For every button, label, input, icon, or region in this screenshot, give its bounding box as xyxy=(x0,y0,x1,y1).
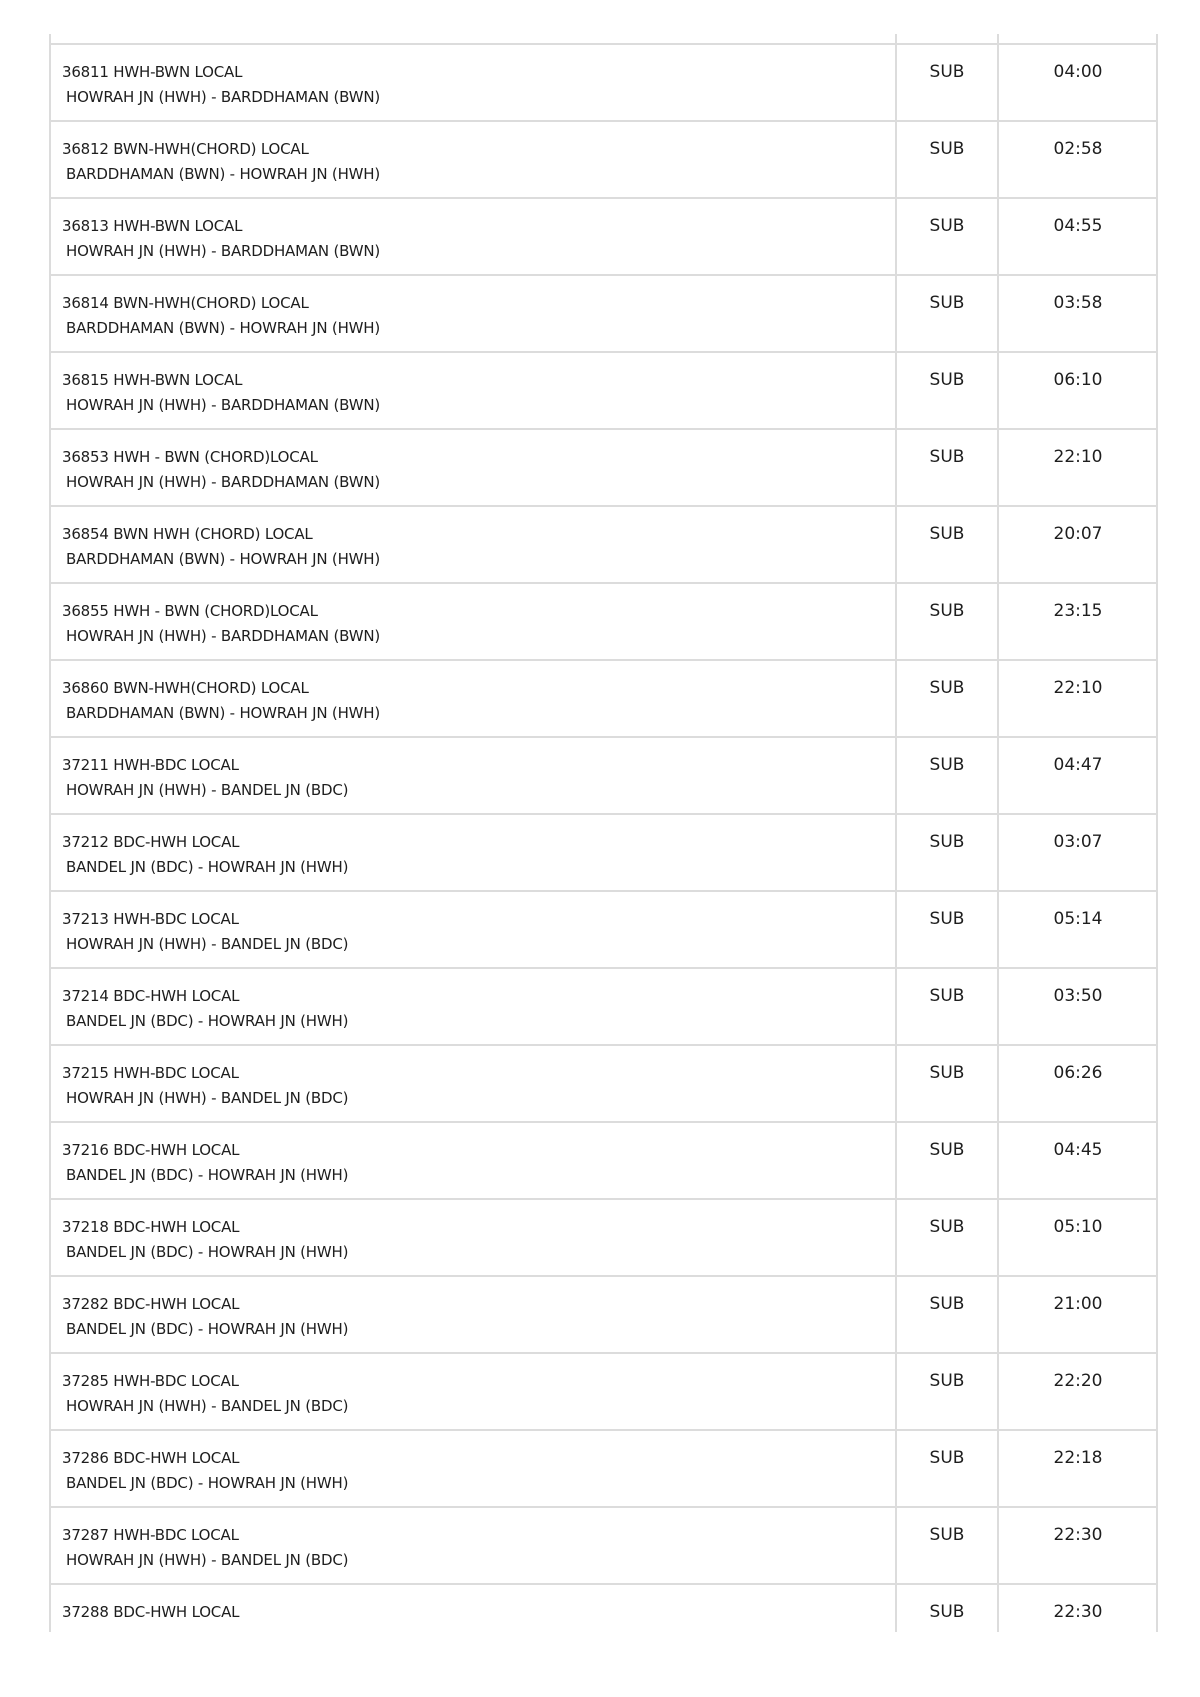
time-cell xyxy=(998,354,1158,431)
train-name: 36860 BWN-HWH(CHORD) LOCAL xyxy=(62,679,309,697)
table-row xyxy=(49,970,1158,1047)
train-route: HOWRAH JN (HWH) - BARDDHAMAN (BWN) xyxy=(66,396,381,414)
type-cell xyxy=(896,816,998,893)
train-type: SUB xyxy=(929,216,965,236)
type-cell xyxy=(896,200,998,277)
time-cell xyxy=(998,1201,1158,1278)
table-row xyxy=(49,123,1158,200)
train-type: SUB xyxy=(929,139,965,159)
departure-time: 05:10 xyxy=(1053,1217,1103,1237)
type-cell xyxy=(896,739,998,816)
train-name: 37212 BDC-HWH LOCAL xyxy=(62,833,240,851)
table-row xyxy=(49,585,1158,662)
train-type: SUB xyxy=(929,1217,965,1237)
time-cell xyxy=(998,816,1158,893)
type-cell xyxy=(896,1355,998,1432)
time-cell xyxy=(998,1509,1158,1586)
departure-time: 22:30 xyxy=(1053,1602,1103,1622)
train-name: 36813 HWH-BWN LOCAL xyxy=(62,217,243,235)
train-name: 37282 BDC-HWH LOCAL xyxy=(62,1295,240,1313)
type-cell xyxy=(896,508,998,585)
train-type: SUB xyxy=(929,293,965,313)
table-row xyxy=(49,1201,1158,1278)
train-route: HOWRAH JN (HWH) - BARDDHAMAN (BWN) xyxy=(66,88,381,106)
departure-time: 20:07 xyxy=(1053,524,1103,544)
time-cell xyxy=(998,585,1158,662)
train-type: SUB xyxy=(929,1602,965,1622)
type-cell xyxy=(896,277,998,354)
train-name: 37216 BDC-HWH LOCAL xyxy=(62,1141,240,1159)
time-cell xyxy=(998,893,1158,970)
departure-time: 04:47 xyxy=(1053,755,1103,775)
train-route: BANDEL JN (BDC) - HOWRAH JN (HWH) xyxy=(66,1243,349,1261)
time-cell xyxy=(998,1047,1158,1124)
table-row xyxy=(49,1586,1158,1632)
train-route: HOWRAH JN (HWH) - BANDEL JN (BDC) xyxy=(66,935,349,953)
time-cell xyxy=(998,46,1158,123)
row-divider xyxy=(49,43,1158,45)
time-cell xyxy=(998,1586,1158,1632)
train-cell xyxy=(49,508,896,585)
departure-time: 06:10 xyxy=(1053,370,1103,390)
table-row xyxy=(49,1432,1158,1509)
train-route: BARDDHAMAN (BWN) - HOWRAH JN (HWH) xyxy=(66,319,381,337)
departure-time: 23:15 xyxy=(1053,601,1103,621)
departure-time: 04:45 xyxy=(1053,1140,1103,1160)
departure-time: 04:00 xyxy=(1053,62,1103,82)
train-type: SUB xyxy=(929,1063,965,1083)
train-cell xyxy=(49,1432,896,1509)
train-name: 37213 HWH-BDC LOCAL xyxy=(62,910,239,928)
train-cell xyxy=(49,739,896,816)
type-cell xyxy=(896,1278,998,1355)
train-name: 37211 HWH-BDC LOCAL xyxy=(62,756,239,774)
time-cell xyxy=(998,1355,1158,1432)
train-cell xyxy=(49,431,896,508)
train-cell xyxy=(49,1586,896,1632)
train-name: 37287 HWH-BDC LOCAL xyxy=(62,1526,239,1544)
train-type: SUB xyxy=(929,1525,965,1545)
time-cell xyxy=(998,123,1158,200)
train-route: HOWRAH JN (HWH) - BANDEL JN (BDC) xyxy=(66,1551,349,1569)
train-cell xyxy=(49,585,896,662)
train-name: 36811 HWH-BWN LOCAL xyxy=(62,63,243,81)
train-cell xyxy=(49,1201,896,1278)
table-row xyxy=(49,739,1158,816)
train-name: 36854 BWN HWH (CHORD) LOCAL xyxy=(62,525,313,543)
departure-time: 06:26 xyxy=(1053,1063,1103,1083)
departure-time: 02:58 xyxy=(1053,139,1103,159)
train-cell xyxy=(49,1047,896,1124)
train-table xyxy=(49,46,1158,1632)
train-name: 37288 BDC-HWH LOCAL xyxy=(62,1603,240,1621)
train-type: SUB xyxy=(929,1371,965,1391)
type-cell xyxy=(896,1432,998,1509)
train-cell xyxy=(49,200,896,277)
train-route: BARDDHAMAN (BWN) - HOWRAH JN (HWH) xyxy=(66,165,381,183)
table-row xyxy=(49,354,1158,431)
departure-time: 03:58 xyxy=(1053,293,1103,313)
departure-time: 03:50 xyxy=(1053,986,1103,1006)
train-cell xyxy=(49,1355,896,1432)
table-row xyxy=(49,816,1158,893)
train-route: BANDEL JN (BDC) - HOWRAH JN (HWH) xyxy=(66,1474,349,1492)
train-cell xyxy=(49,46,896,123)
departure-time: 22:10 xyxy=(1053,678,1103,698)
train-name: 36855 HWH - BWN (CHORD)LOCAL xyxy=(62,602,318,620)
train-route: BARDDHAMAN (BWN) - HOWRAH JN (HWH) xyxy=(66,704,381,722)
table-row xyxy=(49,277,1158,354)
train-name: 36814 BWN-HWH(CHORD) LOCAL xyxy=(62,294,309,312)
time-cell xyxy=(998,1124,1158,1201)
train-name: 37214 BDC-HWH LOCAL xyxy=(62,987,240,1005)
type-cell xyxy=(896,123,998,200)
train-type: SUB xyxy=(929,986,965,1006)
train-name: 37218 BDC-HWH LOCAL xyxy=(62,1218,240,1236)
train-type: SUB xyxy=(929,62,965,82)
train-cell xyxy=(49,1278,896,1355)
train-name: 36853 HWH - BWN (CHORD)LOCAL xyxy=(62,448,318,466)
train-name: 36815 HWH-BWN LOCAL xyxy=(62,371,243,389)
train-cell xyxy=(49,1124,896,1201)
train-cell xyxy=(49,970,896,1047)
time-cell xyxy=(998,508,1158,585)
train-name: 37215 HWH-BDC LOCAL xyxy=(62,1064,239,1082)
type-cell xyxy=(896,1124,998,1201)
train-type: SUB xyxy=(929,909,965,929)
train-route: HOWRAH JN (HWH) - BARDDHAMAN (BWN) xyxy=(66,473,381,491)
type-cell xyxy=(896,662,998,739)
type-cell xyxy=(896,46,998,123)
type-cell xyxy=(896,431,998,508)
train-type: SUB xyxy=(929,1140,965,1160)
table-row xyxy=(49,46,1158,123)
train-route: HOWRAH JN (HWH) - BANDEL JN (BDC) xyxy=(66,1089,349,1107)
table-row xyxy=(49,1509,1158,1586)
train-cell xyxy=(49,662,896,739)
train-type: SUB xyxy=(929,370,965,390)
train-type: SUB xyxy=(929,678,965,698)
train-name: 36812 BWN-HWH(CHORD) LOCAL xyxy=(62,140,309,158)
train-table-body xyxy=(49,46,1158,1632)
type-cell xyxy=(896,970,998,1047)
train-type: SUB xyxy=(929,832,965,852)
type-cell xyxy=(896,1509,998,1586)
table-row xyxy=(49,1278,1158,1355)
table-row xyxy=(49,1124,1158,1201)
train-route: HOWRAH JN (HWH) - BANDEL JN (BDC) xyxy=(66,1397,349,1415)
time-cell xyxy=(998,1278,1158,1355)
departure-time: 22:10 xyxy=(1053,447,1103,467)
departure-time: 21:00 xyxy=(1053,1294,1103,1314)
train-type: SUB xyxy=(929,447,965,467)
train-cell xyxy=(49,277,896,354)
train-cell xyxy=(49,123,896,200)
train-route: BANDEL JN (BDC) - HOWRAH JN (HWH) xyxy=(66,1320,349,1338)
train-cell xyxy=(49,893,896,970)
type-cell xyxy=(896,1201,998,1278)
train-type: SUB xyxy=(929,1448,965,1468)
time-cell xyxy=(998,200,1158,277)
time-cell xyxy=(998,739,1158,816)
train-route: BARDDHAMAN (BWN) - HOWRAH JN (HWH) xyxy=(66,550,381,568)
time-cell xyxy=(998,277,1158,354)
time-cell xyxy=(998,970,1158,1047)
table-row xyxy=(49,431,1158,508)
train-route: HOWRAH JN (HWH) - BARDDHAMAN (BWN) xyxy=(66,627,381,645)
departure-time: 05:14 xyxy=(1053,909,1103,929)
train-cell xyxy=(49,1509,896,1586)
train-timetable xyxy=(49,34,1158,1632)
type-cell xyxy=(896,1586,998,1632)
type-cell xyxy=(896,354,998,431)
train-name: 37285 HWH-BDC LOCAL xyxy=(62,1372,239,1390)
type-cell xyxy=(896,585,998,662)
train-route xyxy=(49,1621,896,1628)
train-name: 37286 BDC-HWH LOCAL xyxy=(62,1449,240,1467)
time-cell xyxy=(998,1432,1158,1509)
departure-time: 22:20 xyxy=(1053,1371,1103,1391)
table-row xyxy=(49,1355,1158,1432)
departure-time: 03:07 xyxy=(1053,832,1103,852)
type-cell xyxy=(896,893,998,970)
type-cell xyxy=(896,1047,998,1124)
time-cell xyxy=(998,431,1158,508)
train-cell xyxy=(49,816,896,893)
train-route: BANDEL JN (BDC) - HOWRAH JN (HWH) xyxy=(66,858,349,876)
table-row xyxy=(49,662,1158,739)
train-type: SUB xyxy=(929,601,965,621)
train-route: BANDEL JN (BDC) - HOWRAH JN (HWH) xyxy=(66,1166,349,1184)
departure-time: 04:55 xyxy=(1053,216,1103,236)
table-row xyxy=(49,1047,1158,1124)
train-route: HOWRAH JN (HWH) - BARDDHAMAN (BWN) xyxy=(66,242,381,260)
train-type: SUB xyxy=(929,755,965,775)
time-cell xyxy=(998,662,1158,739)
table-row xyxy=(49,200,1158,277)
departure-time: 22:18 xyxy=(1053,1448,1103,1468)
train-route: BANDEL JN (BDC) - HOWRAH JN (HWH) xyxy=(66,1012,349,1030)
train-type: SUB xyxy=(929,524,965,544)
table-row xyxy=(49,508,1158,585)
departure-time: 22:30 xyxy=(1053,1525,1103,1545)
table-row xyxy=(49,893,1158,970)
train-route: HOWRAH JN (HWH) - BANDEL JN (BDC) xyxy=(66,781,349,799)
train-type: SUB xyxy=(929,1294,965,1314)
train-cell xyxy=(49,354,896,431)
